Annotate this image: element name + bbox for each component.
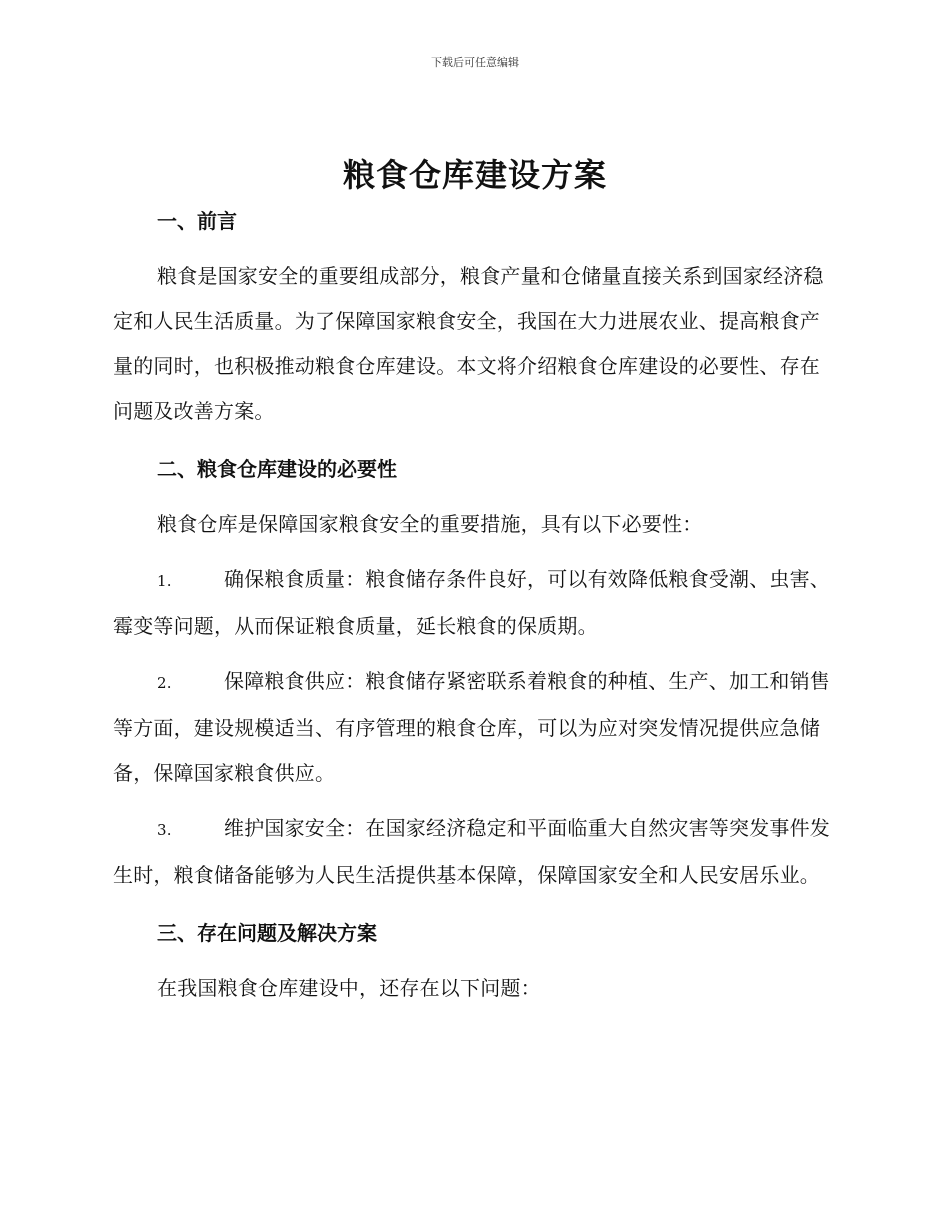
header-note: 下载后可任意编辑 [431, 56, 519, 69]
section-heading-preface: 一、前言 [157, 209, 237, 233]
section-heading-problems: 三、存在问题及解决方案 [157, 921, 377, 945]
list-number: 1. [157, 572, 172, 590]
document-title: 粮食仓库建设方案 [342, 156, 607, 194]
list-item-text: 保障粮食供应：粮食储存紧密联系着粮食的种植、生产、加工和销售等方面，建设规模适当、有序管理的粮食仓库，可以为应对突发情况提供应急储备，保障国家粮食供应。 [113, 669, 830, 785]
section-heading-necessity: 二、粮食仓库建设的必要性 [157, 457, 397, 481]
list-item-text: 维护国家安全：在国家经济稳定和平面临重大自然灾害等突发事件发生时，粮食储备能够为人民生活提供基本保障，保障国家安全和人民安居乐业。 [113, 816, 830, 887]
list-item-text: 确保粮食质量：粮食储存条件良好，可以有效降低粮食受潮、虫害、霉变等问题，从而保证粮食质量，延长粮食的保质期。 [113, 567, 830, 638]
document-body [113, 198, 833, 1011]
list-item [113, 557, 833, 649]
list-item [113, 806, 833, 898]
list-item [113, 659, 833, 796]
paragraph-preface: 粮食是国家安全的重要组成部分，粮食产量和仓储量直接关系到国家经济稳定和人民生活质量。为了保障国家粮食安全，我国在大力进展农业、提高粮食产量的同时，也积极推动粮食仓库建设。本文将介绍粮食仓库建设的必要性、存在问题及改善方案。 [113, 264, 824, 423]
list-number: 3. [157, 821, 172, 839]
paragraph-necessity-intro: 粮食仓库是保障国家粮食安全的重要措施，具有以下必要性： [157, 512, 703, 536]
list-number: 2. [157, 674, 172, 692]
paragraph-problems-intro: 在我国粮食仓库建设中，还存在以下问题： [157, 976, 541, 1000]
